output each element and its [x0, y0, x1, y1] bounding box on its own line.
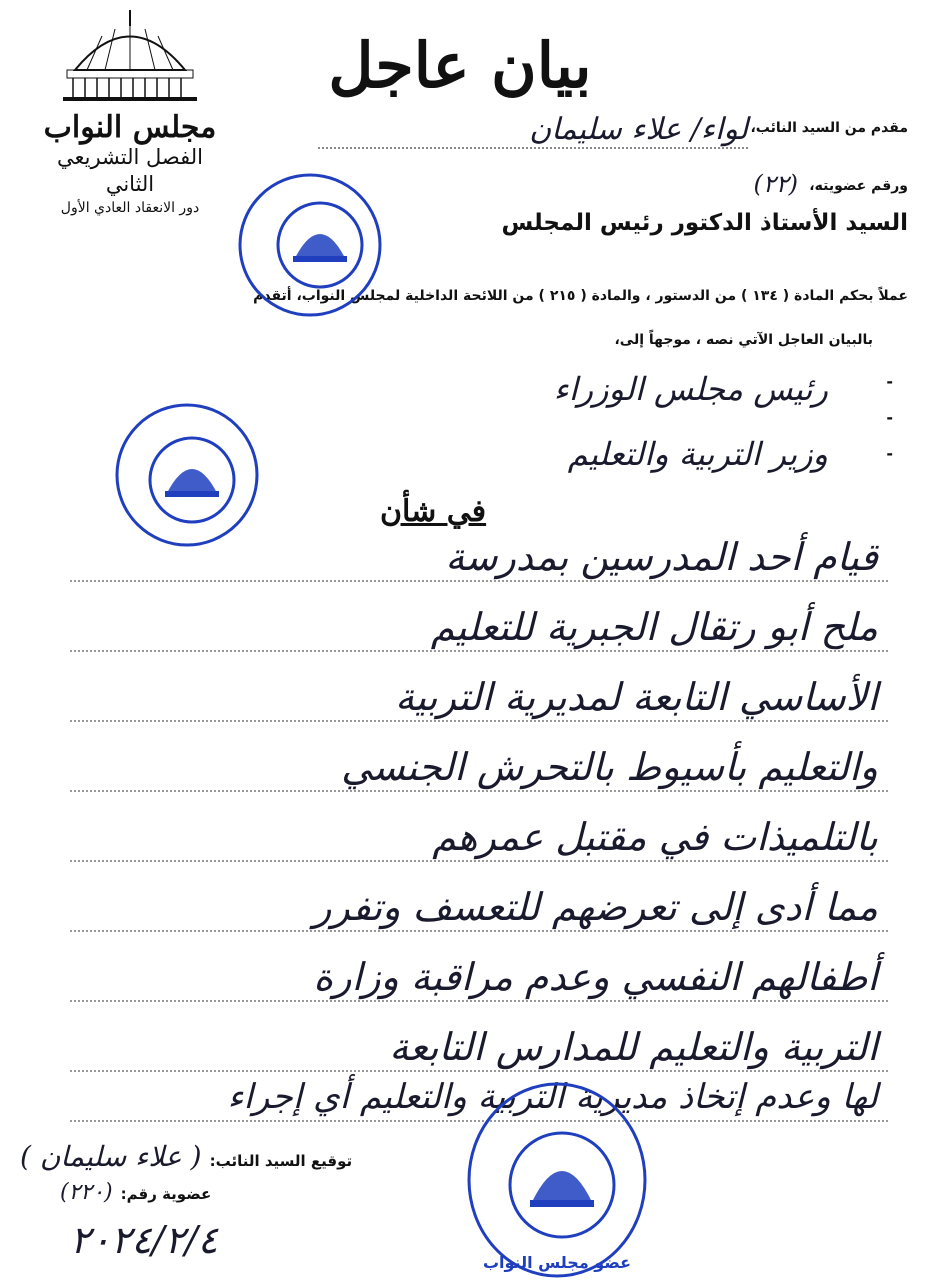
body-line: والتعليم بأسيوط بالتحرش الجنسي: [341, 745, 878, 789]
stamp-icon: [112, 400, 262, 550]
ruled-line: [70, 580, 888, 582]
stamp: [112, 400, 262, 554]
body-line: ملح أبو رتقال الجبرية للتعليم: [430, 605, 878, 649]
signature-label: توقيع السيد النائب:: [209, 1152, 353, 1170]
signature-value: ( علاء سليمان ): [20, 1140, 202, 1173]
ruled-line: [70, 930, 888, 932]
dome-icon: [55, 8, 205, 103]
ruled-line: [70, 720, 888, 722]
bullet: -: [886, 408, 893, 427]
date: ٢٠٢٤/٢/٤: [70, 1218, 219, 1262]
body-line: مما أدى إلى تعرضهم للتعسف وتفرر: [313, 885, 878, 929]
body-line: التربية والتعليم للمدارس التابعة: [389, 1025, 878, 1069]
body-line: الأساسي التابعة لمديرية التربية: [395, 675, 878, 719]
subject-heading: في شأن: [380, 494, 487, 529]
ruled-line: [70, 1070, 888, 1072]
logo-title: مجلس النواب: [43, 110, 217, 145]
membership-number-value: (٢٢٠): [60, 1180, 113, 1205]
signature-row: [20, 1140, 352, 1173]
membership-number-row: [60, 1180, 211, 1205]
stamp-icon: [462, 1080, 652, 1280]
recipient-1: رئيس مجلس الوزراء: [553, 370, 828, 408]
statement-intro: بالبيان العاجل الآتي نصه ، موجهاً إلى،: [614, 332, 873, 348]
legal-basis: عملاً بحكم المادة ( ١٣٤ ) من الدستور ، والمادة ( ٢١٥ ) من اللائحة الداخلية لمجلس النواب، أتقدم: [253, 288, 908, 304]
document-title: بيان عاجل: [328, 29, 592, 102]
ruled-line: [70, 650, 888, 652]
bullet: -: [886, 444, 893, 463]
logo-session: دور الانعقاد العادي الأول: [60, 199, 200, 216]
stamp-text: عضو مجلس النواب: [482, 1253, 632, 1272]
body-line: لها وعدم إتخاذ مديرية التربية والتعليم أي إجراء: [227, 1077, 878, 1117]
body-line: بالتلميذات في مقتبل عمرهم: [432, 815, 878, 859]
stamp: [235, 170, 385, 324]
bullet: -: [886, 372, 893, 391]
body-line: أطفالهم النفسي وعدم مراقبة وزارة: [313, 955, 878, 999]
parliament-logo: [30, 8, 230, 218]
logo-term: الفصل التشريعي الثاني: [56, 145, 203, 197]
ruled-line: [70, 860, 888, 862]
membership-label: ورقم عضويته،: [809, 178, 908, 194]
stamp-icon: [235, 170, 385, 320]
addressee: السيد الأستاذ الدكتور رئيس المجلس: [501, 210, 908, 236]
membership-number-label: عضوية رقم:: [120, 1185, 212, 1203]
membership-value: (٢٢): [753, 170, 798, 198]
ruled-line: [70, 1000, 888, 1002]
recipient-2: وزير التربية والتعليم: [567, 435, 828, 473]
submitted-by-value: لواء/ علاء سليمان: [318, 112, 748, 149]
ruled-line: [70, 790, 888, 792]
body-line: قيام أحد المدرسين بمدرسة: [445, 535, 878, 579]
submitted-by-label: مقدم من السيد النائب،: [750, 120, 908, 136]
stamp: [462, 1080, 652, 1284]
